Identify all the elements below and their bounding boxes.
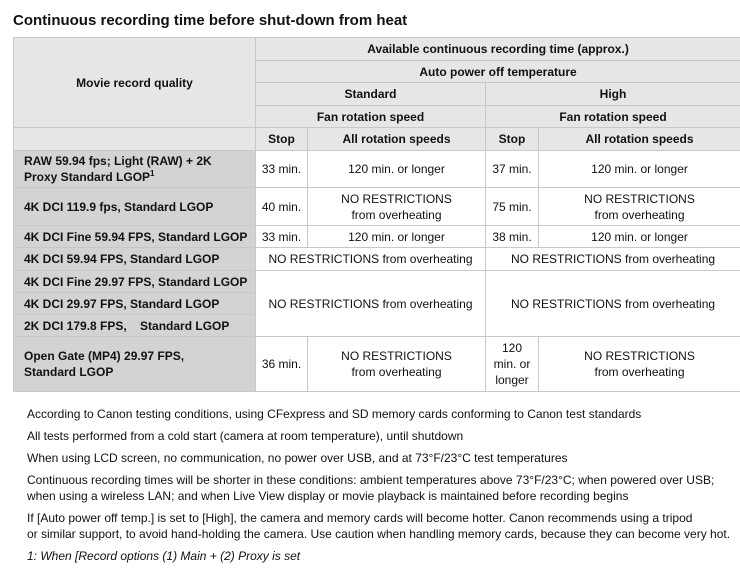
- cell-raw-high-all: 120 min. or longer: [539, 151, 740, 188]
- row-label-raw-line1: RAW 59.94 fps; Light (RAW) + 2K: [24, 154, 212, 168]
- cell-opengate-std-all-line1: NO RESTRICTIONS: [341, 349, 452, 363]
- note-shorter-conditions-line1: Continuous recording times will be shorter in these conditions: ambient temperatures above 73°F/23°C; when powered over USB;: [27, 473, 715, 487]
- cell-dcifine5994-high-stop: 38 min.: [486, 226, 539, 248]
- header-movie-record-quality: Movie record quality: [14, 38, 256, 128]
- header-auto-power-off-temp: Auto power off temperature: [256, 61, 740, 83]
- cell-opengate-high-all-line1: NO RESTRICTIONS: [584, 349, 695, 363]
- row-label-opengate: [14, 337, 256, 392]
- header-stop-high: Stop: [486, 128, 539, 151]
- recording-time-table: [13, 37, 740, 392]
- cell-dci5994-std: NO RESTRICTIONS from overheating: [256, 248, 486, 271]
- row-label-opengate-line1: Open Gate (MP4) 29.97 FPS,: [24, 349, 185, 363]
- note-auto-power-off-high-line1: If [Auto power off temp.] is set to [High], the camera and memory cards will become hotter. Canon recommends using a tripod: [27, 511, 693, 525]
- cell-group-high: NO RESTRICTIONS from overheating: [486, 271, 740, 337]
- header-row-5: [14, 128, 740, 151]
- row-label-group-1: 4K DCI Fine 29.97 FPS, Standard LGOP: [14, 271, 256, 293]
- cell-opengate-high-stop-line2: min. or: [493, 357, 531, 371]
- note-lcd-screen: When using LCD screen, no communication, no power over USB, and at 73°F/23°C test temperatures: [27, 451, 568, 465]
- row-label-opengate-line2: Standard LGOP: [24, 365, 114, 379]
- cell-opengate-std-stop: 36 min.: [256, 337, 308, 392]
- note-testing-conditions: According to Canon testing conditions, using CFexpress and SD memory cards conforming to Canon test standards: [27, 407, 642, 421]
- cell-opengate-std-all-line2: from overheating: [351, 365, 442, 379]
- cell-dci1199-std-stop: 40 min.: [256, 188, 308, 226]
- cell-dcifine5994-high-all: 120 min. or longer: [539, 226, 740, 248]
- note-shorter-conditions-line2: when using a wireless LAN; and when Live View display or movie playback is maintained before recording begins: [27, 489, 629, 503]
- row-label-dci1199: 4K DCI 119.9 fps, Standard LGOP: [14, 188, 256, 226]
- note-auto-power-off-high: [27, 510, 737, 542]
- cell-opengate-high-all: [539, 337, 740, 392]
- header-row-label-spacer: [14, 128, 256, 151]
- row-label-dcifine5994: 4K DCI Fine 59.94 FPS, Standard LGOP: [14, 226, 256, 248]
- table-row: [14, 248, 740, 271]
- note-shorter-conditions: [27, 472, 737, 504]
- notes: [27, 406, 737, 570]
- cell-opengate-high-stop-line3: longer: [495, 373, 529, 387]
- cell-dci1199-high-all-line2: from overheating: [594, 207, 685, 222]
- header-all-speeds-standard: All rotation speeds: [308, 128, 486, 151]
- cell-dci1199-high-stop: 75 min.: [486, 188, 539, 226]
- cell-opengate-high-all-line2: from overheating: [594, 365, 685, 379]
- header-row-1: [14, 38, 740, 61]
- cell-opengate-high-stop-line1: 120: [501, 341, 523, 355]
- cell-dci1199-std-all: [308, 188, 486, 226]
- note-auto-power-off-high-line2: or similar support, to avoid hand-holding the camera. Use caution when handling memory cards, because they can become very hot.: [27, 527, 731, 541]
- cell-dci1199-std-all-line2: from overheating: [351, 207, 442, 222]
- row-label-group-2: 4K DCI 29.97 FPS, Standard LGOP: [14, 293, 256, 315]
- header-all-speeds-high: All rotation speeds: [539, 128, 740, 151]
- cell-raw-std-all: 120 min. or longer: [308, 151, 486, 188]
- row-label-raw-line2: Proxy Standard LGOP: [24, 170, 151, 184]
- cell-raw-std-stop: 33 min.: [256, 151, 308, 188]
- table-row: [14, 337, 740, 392]
- cell-raw-high-stop: 37 min.: [486, 151, 539, 188]
- cell-dci1199-high-all: [539, 188, 740, 226]
- table-row: [14, 271, 740, 293]
- row-label-raw: [14, 151, 256, 188]
- header-fan-speed-standard: Fan rotation speed: [256, 106, 486, 128]
- table-row: [14, 151, 740, 188]
- header-available-time: Available continuous recording time (approx.): [256, 38, 740, 61]
- row-label-group-3: 2K DCI 179.8 FPS, Standard LGOP: [14, 315, 256, 337]
- cell-opengate-std-all: [308, 337, 486, 392]
- header-standard: Standard: [256, 83, 486, 106]
- footnote-mark: 1: [150, 169, 155, 178]
- row-label-dci5994: 4K DCI 59.94 FPS, Standard LGOP: [14, 248, 256, 271]
- cell-group-std: NO RESTRICTIONS from overheating: [256, 271, 486, 337]
- cell-dci5994-high: NO RESTRICTIONS from overheating: [486, 248, 740, 271]
- footnote: 1: When [Record options (1) Main + (2) Proxy is set: [27, 549, 301, 563]
- cell-dcifine5994-std-stop: 33 min.: [256, 226, 308, 248]
- page-title: Continuous recording time before shut-down from heat: [13, 12, 408, 29]
- table-row: [14, 226, 740, 248]
- header-stop-standard: Stop: [256, 128, 308, 151]
- table-row: [14, 188, 740, 226]
- cell-opengate-high-stop: [486, 337, 539, 392]
- cell-dci1199-high-all-line1: NO RESTRICTIONS: [584, 191, 695, 206]
- cell-dcifine5994-std-all: 120 min. or longer: [308, 226, 486, 248]
- header-high: High: [486, 83, 740, 106]
- cell-dci1199-std-all-line1: NO RESTRICTIONS: [341, 191, 452, 206]
- header-fan-speed-high: Fan rotation speed: [486, 106, 740, 128]
- note-cold-start: All tests performed from a cold start (camera at room temperature), until shutdown: [27, 429, 464, 443]
